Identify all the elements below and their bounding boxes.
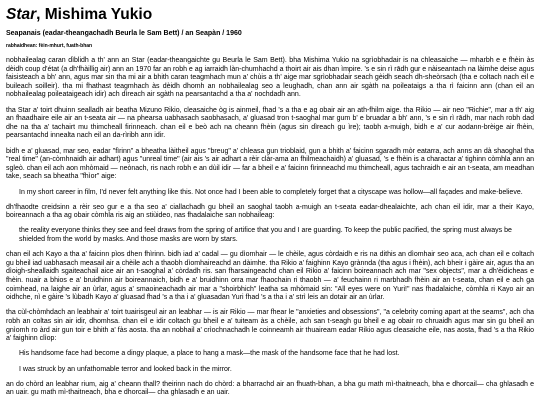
paragraph-6: tha cùl-chòmhdach an leabhair a' toirt tuairisgeul air an leabhar — is air Rikio — mar fhear le "anxieties and obsessions", "a celebrity coming apart at the seams", ach cha robh an coltas sin air idir, dhomhsa. chan eil e idir coltach gu bheil e a' tuiteam às a chèile, ach san t-seagh gu bheil e ag obair ro chruaidh agus mar sin gu bheil an gnìomh ro àrd air gun toir e bhith a' fàs aosta. tha an nobhail a' crìochnachadh le coinneamh air thuaiream eadar Rikio agus cleasaiche eile, nas aosta, fhad 's a tha Rikio a' faighinn clìop: (6, 309, 534, 343)
paragraph-4: dh'fhaodte creidsinn a rèir seo gur e a tha seo a' ciallachadh gu bheil an saoghal taobh a-muigh an t-seata eadar-dhealaichte, ach chan eil idir, mar a their Kayo, boireannach a tha ag obair còmhla ris aig an stiùideo, nas fhadalaiche san nobhaileag: (6, 203, 534, 220)
paragraph-7: an do chòrd an leabhar rium, aig a' cheann thall? theirinn nach do chòrd: a bharrachd air an fhuath-bhan, a bha gu math mì-thaitneach, bha e dhorcail— cha ghlasadh e an uair. gu math mì-thaitneach, bha e dhorcail— cha ghlasadh e an uair. (6, 380, 534, 397)
title-italic: Star (6, 6, 37, 23)
quote-1: In my short career in film, I'd never felt anything like this. Not once had I been able to completely forget that a cityscape was hollow—all façades and make-believe. (19, 188, 523, 196)
quote-3: His handsome face had become a dingy plaque, a place to hang a mask—the mask of the handsome face that he had lost. (19, 350, 400, 358)
paragraph-3: bidh e a' gluasad, mar seo, eadar "fìrinn" a bheatha làitheil agus "breug" a' chleasa gun trioblaid, gun a bhith a' faicinn sgaradh mòr eatarra, ach anns an dà shaoghal tha "real time" (an-còmhnaidh air adhart) agus "unreal time" (air ais 's air adhart a rèir clàr-ama an fhilmeachaidh) a' gluasad, 's e fhèin is a charactar a' tighinn còmhla ann an sgleò. chan eil ach aon mhòmaid — neònach, ris nach robh e an dùil idir — far a bheil e a' faicinn fìrinneachd mu thimcheall, agus tachraidh e air an t-seata, am meadhan take, seach sa bheatha "fhìor" aige: (6, 147, 534, 181)
quote-2: the reality everyone thinks they see and feel draws from the spring of artifice that you and I are guarding. To keep the public pacified, the spring must always be shielded from the world by masks. And those masks are worn by stars. (19, 227, 512, 244)
content-warnings: rabhaidhean: fèin-mhurt, fuath-bhan (6, 43, 93, 49)
paragraph-2: tha Star a' toirt dhuinn sealladh air beatha Mizuno Rikio, cleasaiche òg is ainmeil, fhad 's a tha e ag obair air an ath-fhilm aige. tha Rikio — air neo "Richie", mar a th' aig an fhaadhaire eile air an t-seata air — na phearsa uabhasach saobhasach, a' gluasad tron t-saoghal mar gum b' e bruadar a bh' ann, 's e sin rì rādh, mar nach robh dad dhe na tha a' tachairt mu thimcheall firinneach. chan eil e beò ach na cheann fhèin (agus sin dìreach gu ìre); taobh a-muigh, bidh e a' cur aodann-brèige air fhèin, pearsantachd innealta nach eil an da-rìribh ann idir. (6, 106, 534, 140)
subtitle: Seapanais (eadar-theangachadh Beurla le Sam Bett) / an Seapàn / 1960 (6, 30, 242, 37)
page-title (6, 6, 534, 24)
paragraph-5: chan eil ach Kayo a tha a' faicinn pìos dhen fhìrinn. bidh iad a' cadal — gu dìomhair — le chèile, agus còrdaidh e ris na dithis an dìomhair seo aca, ach chan eil e coltach gu bheil iad uabhasach measail air a chèile ach a thaobh dìomhaireachd an dàimhe. tha Rikio a' faighinn Kayo grànnda (tha agus i fhèin), ach bheir i gàire air, agus tha an dìoigh-sheallaidh sgaiteachail aice air an t-saoghal a' còrdadh ris. san fharsaingeachd chan eil Rikio a' faicinn boireannach ach mar "sex objects", mar a dh'èidicheas e fhèin. nuair a bhios e a' bruidhinn air boireannaich, bidh e a' bruidhinn orra mar fhaochain ri thaobh — a' feuchainn ri marbhadh fhèin air an t-seata, chan eil e ach ga coimhead, na laighe air an ùrlar, agus a' smaoineachadh air mar a "shoirbhich" leatha sa mhòmaid sin: "All eyes were on Yuri!" nas fhadalaiche, còmhla ri Kayo air an oidhche, nì e gàire 's lùbadh Kayo a' gluasad fhad 's a tha i a' gluasadan Yuri fhad 's a tha i a' strì leis an dotair air an ùrlar. (6, 251, 534, 302)
quote-4: I was struck by an unfathomable terror and looked back in the mirror. (19, 365, 232, 373)
title-rest: , Mishima Yukio (36, 6, 153, 23)
paragraph-1: nobhailealag caran dìblidh a th' ann an Star (eadar-theangaichte gu Beurla le Sam Bett). bha Mishima Yukio na sgrìobhadair is na chleasaiche — mharbh e e fhèin às dèidh coup d'état (a dh'fhàillig air) ann an 1970 far an robh e ag iarraidh làn-chumhachd a thoirt air ais dhan ìmpire. 's e sin rì rādh gur e nàiseantach na làimhe deise agus faisisteach a bh' ann, agus mar sin tha mi air a bhith caran teagmhach mun a' chùis a th' aige mar sgrìobhadair seach gèidh seach dh-sheòrsach (tha e coltach nach eil e buileach soilleir). tha mi fhathast teagmhach às dèidh dhomh an nobhailealag seo a leughadh, chan ann air sgàth na poileataigs a tha rì faicinn ann (chan eil an nobhailealag poileataigeach idir) ach dìreach air sgàth na pearsantachd a tha a' nochdadh ann. (6, 57, 534, 99)
